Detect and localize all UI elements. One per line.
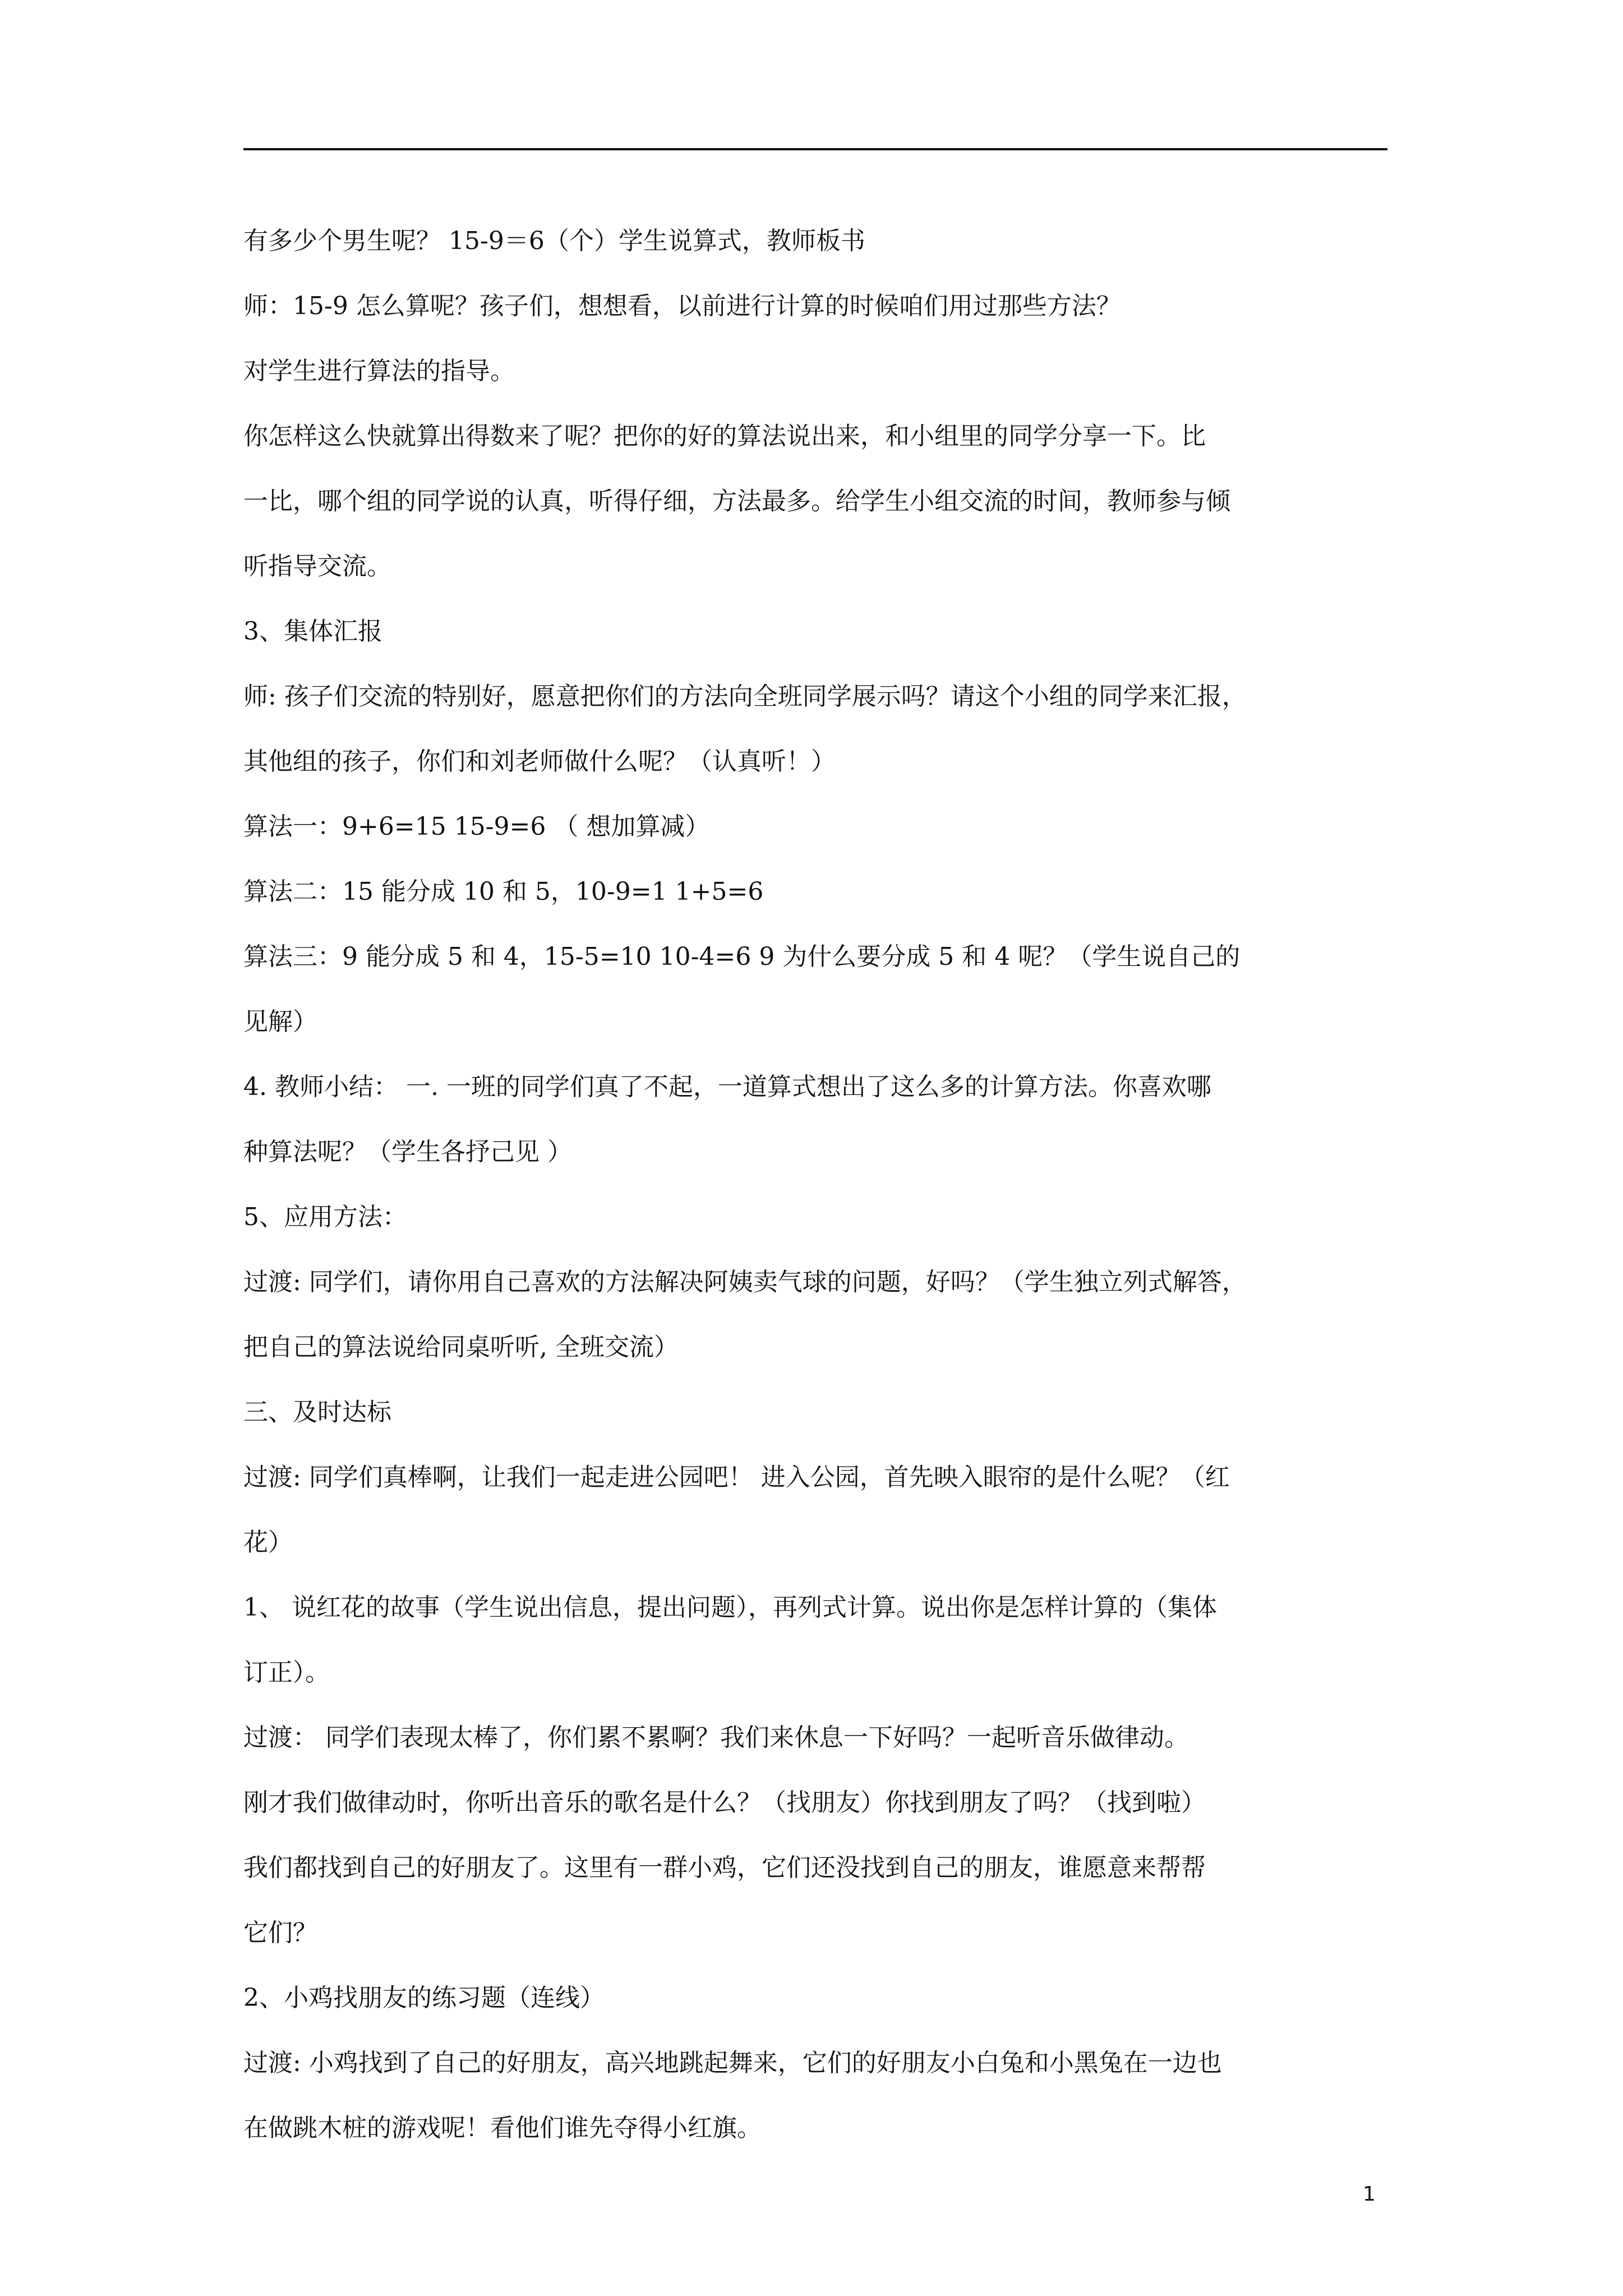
text-line: 订正）。 — [243, 1658, 330, 1687]
text-line: 我们都找到自己的好朋友了。这里有一群小鸡，它们还没找到自己的朋友，谁愿意来帮帮 — [243, 1853, 1206, 1882]
page-number: 1 — [1363, 2183, 1376, 2206]
text-line: 把自己的算法说给同桌听听, 全班交流） — [243, 1333, 679, 1361]
text-line: 在做跳木桩的游戏呢！看他们谁先夺得小红旗。 — [243, 2114, 762, 2142]
section-heading: 三、及时达标 — [243, 1398, 391, 1427]
text-line: 对学生进行算法的指导。 — [243, 357, 515, 385]
text-line: 其他组的孩子，你们和刘老师做什么呢？（认真听！） — [243, 747, 836, 776]
text-line: 师: 孩子们交流的特别好，愿意把你们的方法向全班同学展示吗？请这个小组的同学来汇报， — [243, 682, 1247, 711]
section-heading: 3、集体汇报 — [243, 617, 382, 646]
text-line: 4. 教师小结： 一. 一班的同学们真了不起，一道算式想出了这么多的计算方法。你喜欢哪 — [243, 1073, 1211, 1101]
text-line: 有多少个男生呢？ 15-9＝6（个）学生说算式，教师板书 — [243, 227, 865, 255]
text-line: 种算法呢？（学生各抒己见 ） — [243, 1138, 572, 1166]
text-line: 算法三：9 能分成 5 和 4，15-5=10 10-4=6 9 为什么要分成 5 和 4 呢？（学生说自己的 — [243, 942, 1241, 971]
text-line: 过渡: 同学们真棒啊，让我们一起走进公园吧！ 进入公园，首先映入眼帘的是什么呢？（红 — [243, 1463, 1230, 1492]
header-rule — [243, 148, 1387, 150]
text-line: 它们？ — [243, 1918, 317, 1947]
section-heading: 2、小鸡找朋友的练习题（连线） — [243, 1984, 605, 2012]
text-line: 你怎样这么快就算出得数来了呢？把你的好的算法说出来，和小组里的同学分享一下。比 — [243, 422, 1206, 450]
text-line: 过渡: 小鸡找到了自己的好朋友，高兴地跳起舞来，它们的好朋友小白兔和小黑兔在一边也 — [243, 2049, 1222, 2077]
body-text — [243, 209, 1399, 2161]
text-line: 过渡： 同学们表现太棒了，你们累不累啊？我们来休息一下好吗？一起听音乐做律动。 — [243, 1723, 1189, 1752]
section-heading: 5、应用方法： — [243, 1203, 407, 1231]
text-line: 师：15-9 怎么算呢？孩子们，想想看，以前进行计算的时候咱们用过那些方法？ — [243, 292, 1121, 320]
text-line: 见解） — [243, 1007, 317, 1036]
text-line: 过渡: 同学们，请你用自己喜欢的方法解决阿姨卖气球的问题，好吗？（学生独立列式解答， — [243, 1268, 1247, 1296]
text-line: 听指导交流。 — [243, 552, 391, 581]
text-line: 花） — [243, 1528, 293, 1557]
text-line: 算法二：15 能分成 10 和 5，10-9=1 1+5=6 — [243, 877, 764, 906]
text-line: 刚才我们做律动时，你听出音乐的歌名是什么？（找朋友）你找到朋友了吗？（找到啦） — [243, 1788, 1206, 1817]
text-line: 算法一：9+6=15 15-9=6 （ 想加算减） — [243, 812, 710, 841]
text-line: 一比，哪个组的同学说的认真，听得仔细，方法最多。给学生小组交流的时间，教师参与倾 — [243, 487, 1230, 516]
text-line: 1、 说红花的故事（学生说出信息，提出问题），再列式计算。说出你是怎样计算的（集体 — [243, 1593, 1217, 1622]
